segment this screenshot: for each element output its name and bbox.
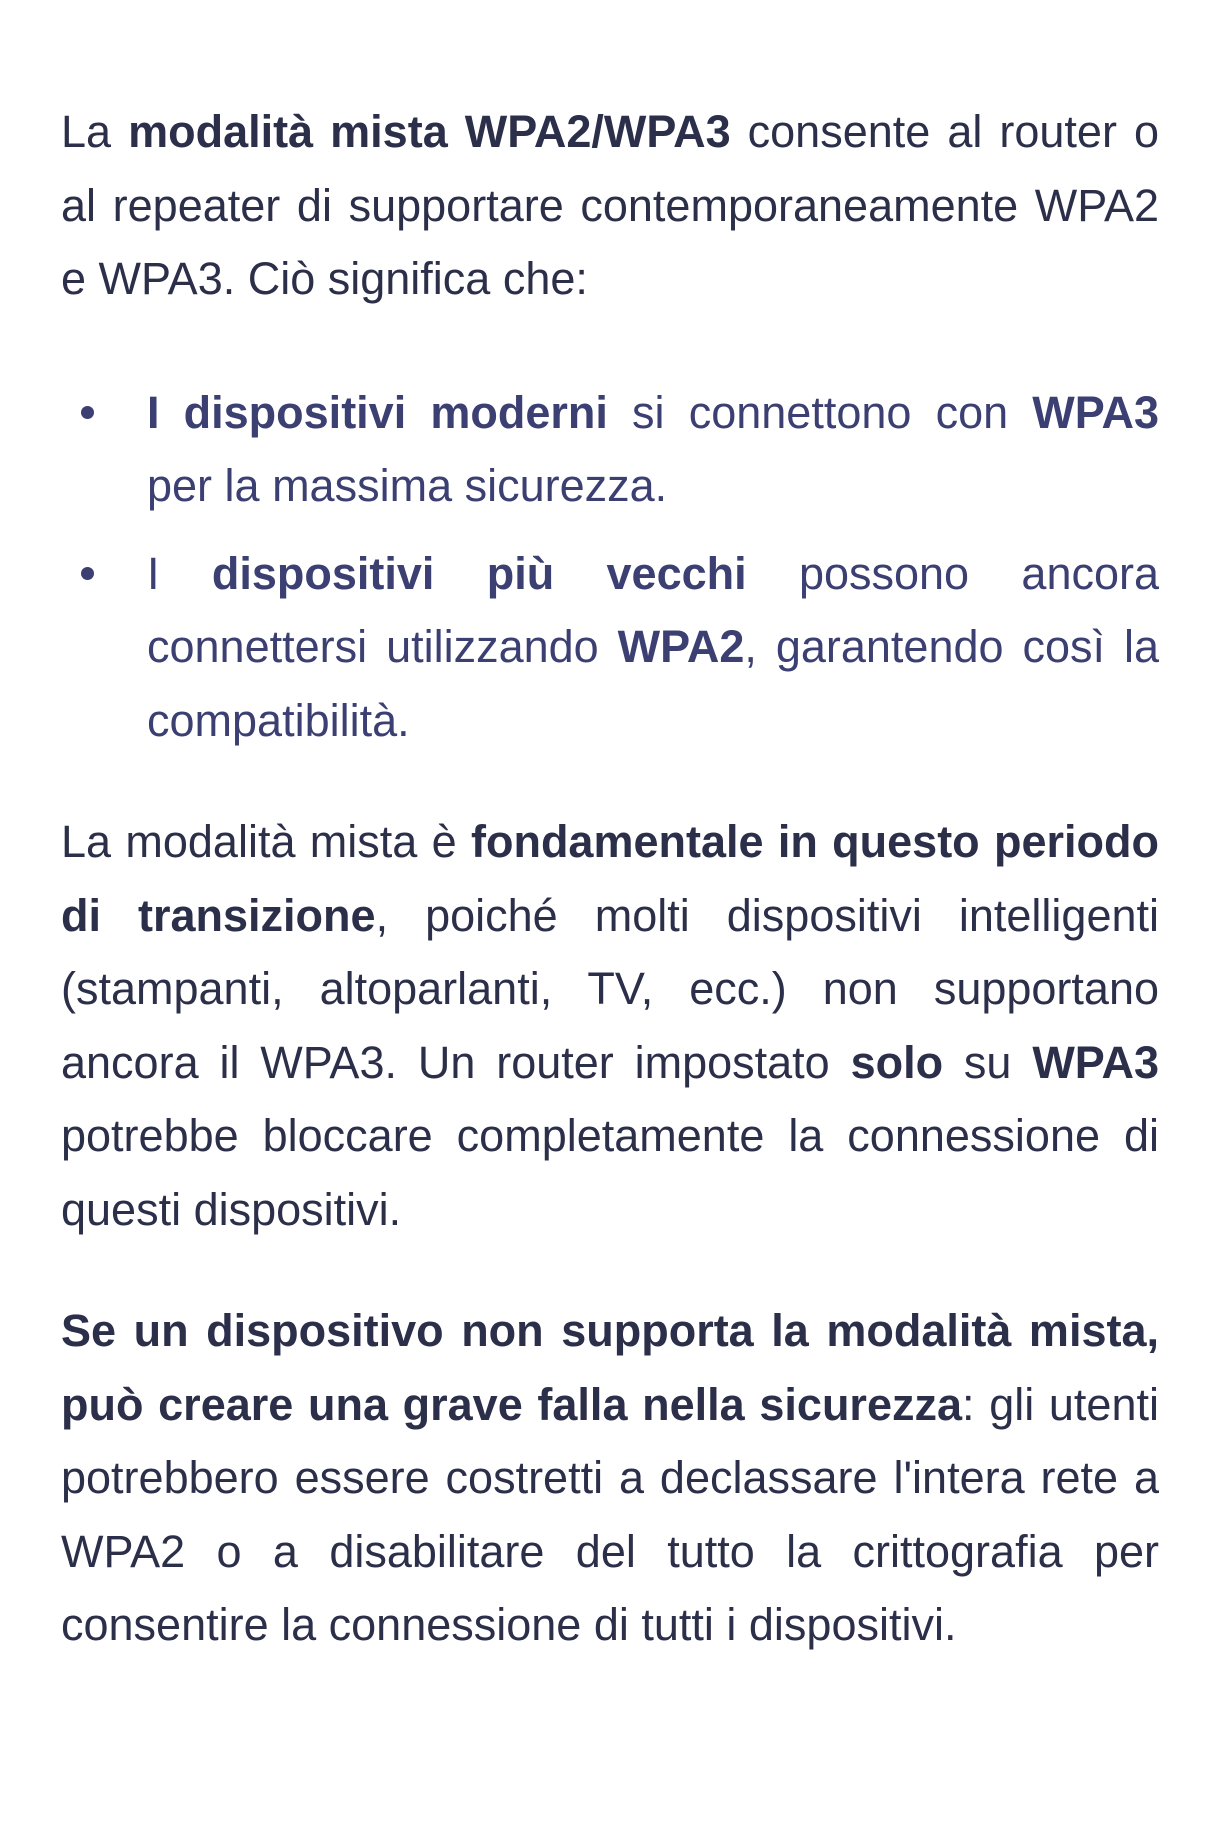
bullet-dot-icon [81, 567, 94, 580]
intro-paragraph: La modalità mista WPA2/WPA3 consente al router o al repeater di supportare contemporaneamente WPA2 e WPA3. Ciò significa che: [61, 106, 1159, 304]
bullet-dot-icon [81, 406, 94, 419]
security-warning-paragraph: Se un dispositivo non supporta la modalità mista, può creare una grave falla nella sicurezza: gli utenti potrebbero essere costretti a declassare l'intera rete a WPA2 o a disabilitare del tutto la crittografia per consentire la connessione di tutti i dispositivi. [61, 1305, 1159, 1650]
device-compatibility-list [61, 376, 1159, 758]
article-content [61, 95, 1159, 1662]
list-item: I dispositivi più vecchi possono ancora connettersi utilizzando WPA2, garantendo così la compatibilità. [61, 537, 1159, 758]
transition-paragraph: La modalità mista è fondamentale in questo periodo di transizione, poiché molti dispositivi intelligenti (stampanti, altoparlanti, TV, ecc.) non supportano ancora il WPA3. Un router impostato solo su WPA3 potrebbe bloccare completamente la connessione di questi dispositivi. [61, 816, 1160, 1235]
list-item: I dispositivi moderni si connettono con WPA3 per la massima sicurezza. [61, 376, 1159, 523]
